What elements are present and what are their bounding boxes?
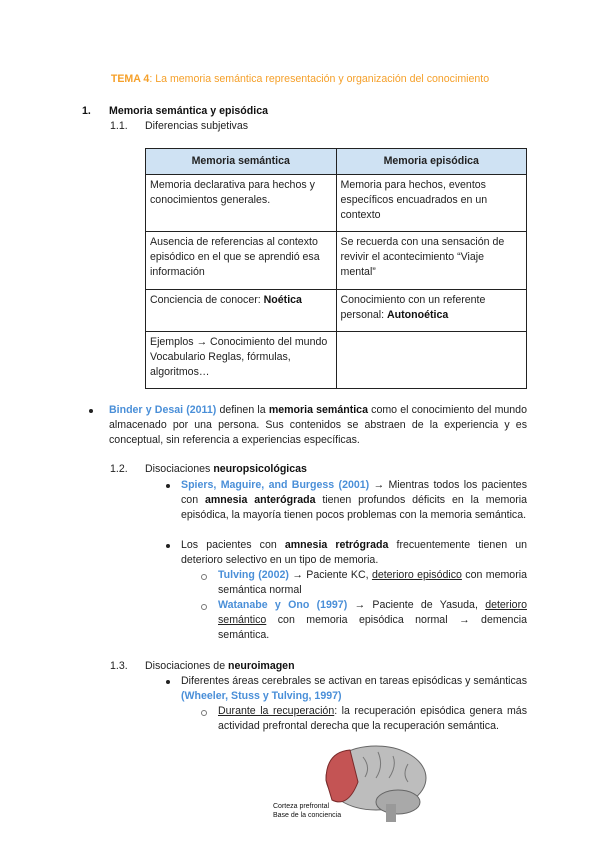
text: → Mientras todos los pacientes con <box>181 479 527 506</box>
section-1-1-number: 1.1. <box>110 120 128 132</box>
bold-text: amnesia anterógrada <box>204 494 316 506</box>
section-1-heading: Memoria semántica y episódica <box>109 105 268 117</box>
text: → Paciente KC, <box>288 569 372 581</box>
table-header: Memoria episódica <box>336 149 527 175</box>
text: con memoria episódica normal → demencia semántica. <box>218 614 527 641</box>
cell-text: Conocimiento con un referente personal: <box>340 294 486 321</box>
table-cell <box>336 332 527 389</box>
underlined-text: deterioro semántico <box>218 599 527 626</box>
bullet-icon <box>166 544 170 548</box>
bold-text: neuroimagen <box>228 660 295 672</box>
section-1-2-heading <box>145 462 307 477</box>
bullet-recovery <box>218 704 527 734</box>
text: definen la <box>216 404 269 416</box>
bullet-spiers <box>181 478 527 523</box>
text: Diferentes áreas cerebrales se activan en tareas episódicas y semánticas <box>181 675 527 687</box>
text: Disociaciones de <box>145 660 229 672</box>
bold-text: memoria semántica <box>268 404 368 416</box>
bullet-icon <box>166 484 170 488</box>
cell-bold: Autonoética <box>387 309 449 321</box>
title-text: : La memoria semántica representación y organización del conocimiento <box>149 73 490 85</box>
title-prefix: TEMA 4 <box>110 73 150 85</box>
comparison-table <box>145 148 527 389</box>
citation-link[interactable]: Spiers, Maguire, and Burgess (2001) <box>181 479 370 491</box>
bold-text: amnesia retrógrada <box>284 539 389 551</box>
section-1-number: 1. <box>82 105 91 117</box>
table-cell: Se recuerda con una sensación de revivir el acontecimiento “Viaje mental” <box>336 232 527 290</box>
text: tienen profundos déficits en la memoria episódica, la mayoría tienen pocos problemas con la memoria semántica. <box>181 494 527 521</box>
bullet-icon <box>89 409 93 413</box>
text: con memoria semántica normal <box>218 569 527 596</box>
section-1-3-heading <box>145 659 295 674</box>
text: → Paciente de Yasuda, <box>347 599 486 611</box>
table-cell: Memoria para hechos, eventos específicos encuadrados en un contexto <box>336 175 527 232</box>
table-cell <box>336 290 527 332</box>
paragraph-binder <box>109 403 527 448</box>
document-title <box>0 72 600 87</box>
figure-caption-1: Corteza prefrontal <box>273 803 330 810</box>
circle-bullet-icon <box>201 574 207 580</box>
section-1-3-number: 1.3. <box>110 660 128 672</box>
underlined-text: deterioro episódico <box>371 569 462 581</box>
circle-bullet-icon <box>201 604 207 610</box>
text: Disociaciones <box>145 463 214 475</box>
bold-text: neuropsicológicas <box>213 463 307 475</box>
cell-bold: Noética <box>263 294 302 306</box>
text: frecuentemente tienen un deterioro selectivo en un tipo de memoria. <box>181 539 528 566</box>
citation-link[interactable]: Binder y Desai (2011) <box>109 404 217 416</box>
bullet-tulving <box>218 568 527 598</box>
table-header: Memoria semántica <box>146 149 337 175</box>
table-cell: Ausencia de referencias al contexto episódico en el que se aprendió esa información <box>146 232 337 290</box>
circle-bullet-icon <box>201 710 207 716</box>
section-1-1-heading: Diferencias subjetivas <box>145 120 249 132</box>
underlined-text: Durante la recuperación <box>218 705 335 717</box>
cell-text: Conciencia de conocer: <box>150 294 264 306</box>
citation-link[interactable]: (Wheeler, Stuss y Tulving, 1997) <box>181 690 342 702</box>
table-cell: Memoria declarativa para hechos y conocimientos generales. <box>146 175 337 232</box>
bullet-icon <box>166 680 170 684</box>
bullet-watanabe <box>218 598 527 643</box>
text: : la recuperación episódica genera más actividad prefrontal derecha que la recuperación semántica. <box>218 705 527 732</box>
table-cell <box>146 290 337 332</box>
section-1-2-number: 1.2. <box>110 463 128 475</box>
figure-caption-2: Base de la conciencia <box>273 812 342 819</box>
citation-link[interactable]: Tulving (2002) <box>218 569 289 581</box>
text: como el conocimiento del mundo almacenado por una persona. Sus contenidos se abstraen de la experiencia y es conceptual, sin referencia a experiencias específicas. <box>109 404 527 446</box>
bullet-areas <box>181 674 527 704</box>
bullet-retrograde <box>181 538 527 568</box>
table-cell: Ejemplos → Conocimiento del mundo Vocabulario Reglas, fórmulas, algoritmos… <box>146 332 337 389</box>
text: Los pacientes con <box>181 539 285 551</box>
citation-link[interactable]: Watanabe y Ono (1997) <box>218 599 348 611</box>
